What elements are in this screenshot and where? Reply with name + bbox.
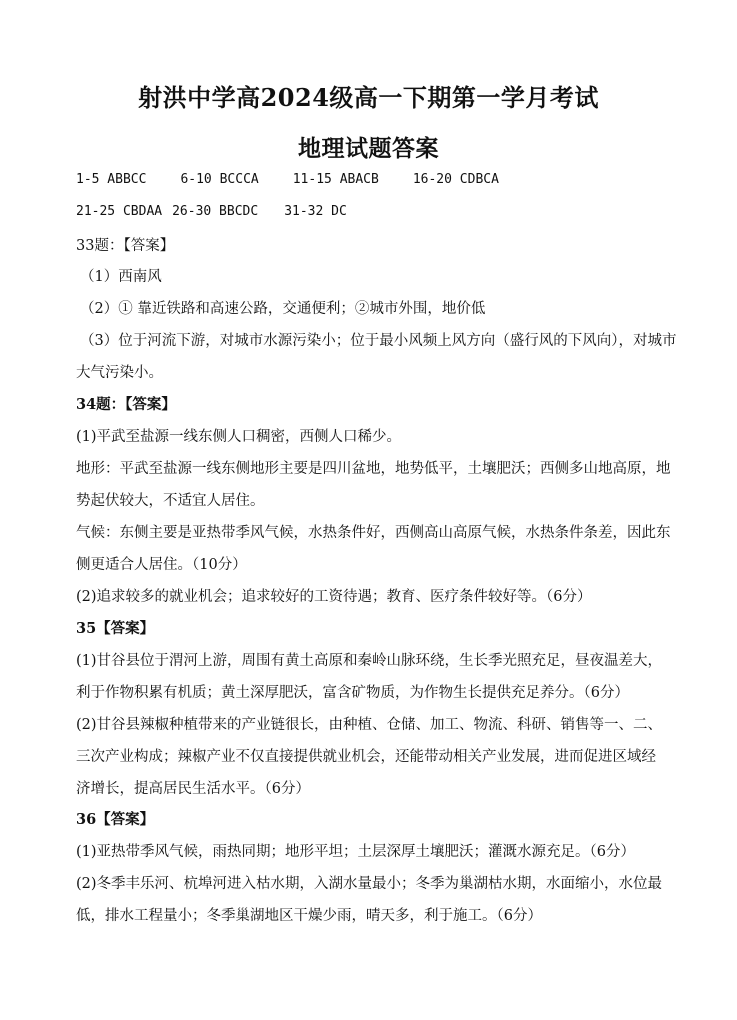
- mc-group: 1-5 ABBCC: [76, 172, 147, 187]
- mc-group: 6-10 BCCCA: [180, 172, 259, 187]
- q35-heading: 35【答案】: [76, 620, 155, 637]
- document-title: 射洪中学高2024级高一下期第一学月考试: [138, 83, 599, 112]
- mc-group: 16-20 CDBCA: [412, 172, 499, 187]
- mc-group: 21-25 CBDAA: [76, 204, 163, 219]
- q36-answer-line: (1)亚热带季风气候，雨热同期；地形平坦；土层深厚土壤肥沃；灌溉水源充足。（6分）: [76, 844, 636, 860]
- q36-answer-line: (2)冬季丰乐河、杭埠河进入枯水期，入湖水量最小；冬季为巢湖枯水期，水面缩小，水位最: [76, 876, 663, 892]
- q35-answer-line: 利于作物积累有机质；黄土深厚肥沃，富含矿物质，为作物生长提供充足养分。（6分）: [76, 685, 629, 701]
- mc-group: 26-30 BBCDC: [172, 204, 259, 219]
- mc-group: 11-15 ABACB: [292, 172, 379, 187]
- multiple-choice-row-1: [76, 172, 499, 187]
- q35-answer-line: 济增长，提高居民生活水平。（6分）: [76, 781, 310, 797]
- q33-answer-line: （3）位于河流下游，对城市水源污染小；位于最小风频上风方向（盛行风的下风向），对城市: [80, 333, 677, 349]
- q34-answer-line: 势起伏较大，不适宜人居住。: [76, 493, 265, 509]
- q34-answer-line: 侧更适合人居住。（10分）: [76, 557, 247, 573]
- q35-answer-line: (1)甘谷县位于渭河上游，周围有黄土高原和秦岭山脉环绕，生长季光照充足，昼夜温差大，: [76, 653, 663, 669]
- q36-answer-line: 低，排水工程量小；冬季巢湖地区干燥少雨，晴天多，利于施工。（6分）: [76, 908, 542, 924]
- q35-answer-line: 三次产业构成；辣椒产业不仅直接提供就业机会，还能带动相关产业发展，进而促进区域经: [76, 749, 656, 765]
- q34-answer-line: 地形：平武至盐源一线东侧地形主要是四川盆地，地势低平，土壤肥沃；西侧多山地高原，地: [76, 461, 671, 477]
- document-subtitle: 地理试题答案: [298, 135, 439, 162]
- q34-answer-line: (2)追求较多的就业机会；追求较好的工资待遇；教育、医疗条件较好等。（6分）: [76, 589, 592, 605]
- q34-heading: 34题：【答案】: [76, 396, 176, 413]
- mc-group: 31-32 DC: [284, 204, 347, 219]
- q36-heading: 36【答案】: [76, 811, 155, 828]
- q33-answer-line: （2）① 靠近铁路和高速公路，交通便利；②城市外围，地价低: [80, 301, 486, 317]
- q33-answer-line: 大气污染小。: [76, 365, 163, 381]
- q33-answer-line: （1）西南风: [80, 269, 162, 285]
- q33-heading: 33题：【答案】: [76, 238, 175, 254]
- q34-answer-line: 气候：东侧主要是亚热带季风气候，水热条件好，西侧高山高原气候，水热条件条差，因此东: [76, 525, 671, 541]
- q35-answer-line: (2)甘谷县辣椒种植带来的产业链很长，由种植、仓储、加工、物流、科研、销售等一、二、: [76, 717, 663, 733]
- multiple-choice-row-2: [76, 204, 347, 219]
- q34-answer-line: (1)平武至盐源一线东侧人口稠密，西侧人口稀少。: [76, 429, 402, 445]
